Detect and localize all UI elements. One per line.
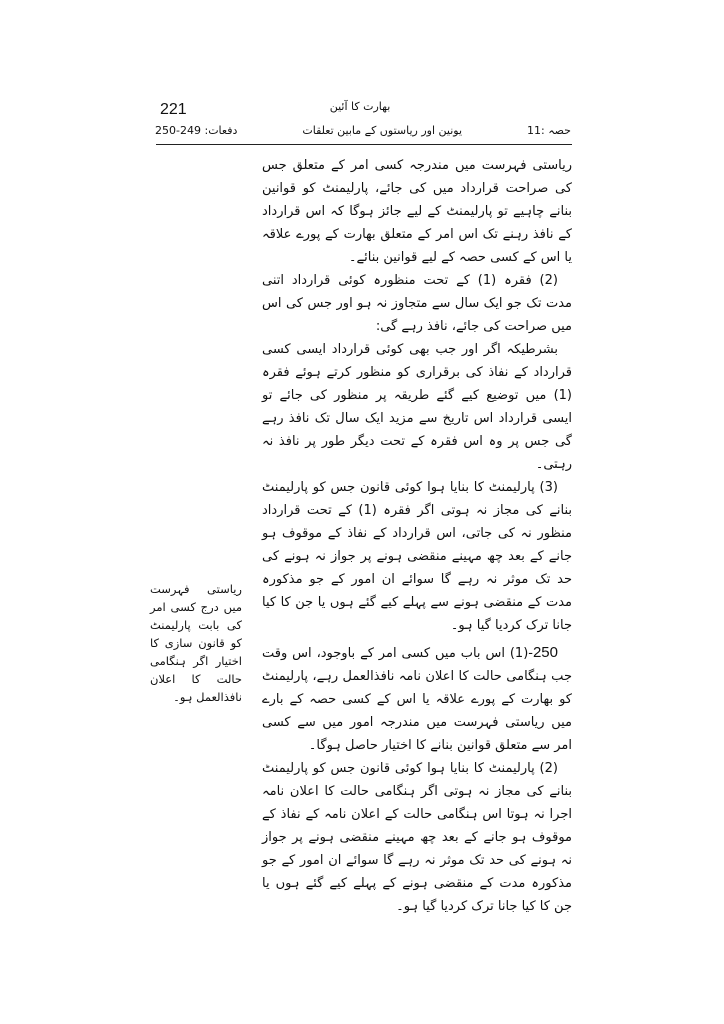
part-label: حصہ :11 xyxy=(527,124,571,137)
proviso-paragraph: بشرطیکہ اگر اور جب بھی کوئی قرارداد ایسی کسی قرارداد کے نفاذ کی برقراری کو منظور کرتے ہوئے فقرہ (1) میں توضیع کیے گئے طریقہ پر منظور کی جائے تو ایسی قرارداد اس تاریخ سے مزید ایک سال تک نافذ رہے گی جس پر وہ اس فقرہ کے تحت دیگر طور پر نافذ نہ رہتی۔ xyxy=(262,342,572,472)
clause-249-2: (2) فقرہ (1) کے تحت منظورہ کوئی قرارداد اتنی مدت تک جو ایک سال سے متجاوز نہ ہو اور جس کی اس میں صراحت کی جائے، نافذ رہے گی: xyxy=(262,273,572,334)
paragraph-continuation: ریاستی فہرست میں مندرجہ کسی امر کے متعلق جس کی صراحت قرارداد میں کی جائے، پارلیمنٹ کو قوانین بنانے چاہیے تو پارلیمنٹ کے لیے جائز ہوگا کہ اس قرارداد کے نافذ رہنے تک اس امر کے متعلق بھارت کے پورے علاقہ یا اس کے کسی حصہ کے لیے قوانین بنائے۔ xyxy=(262,158,572,265)
part-title: یونین اور ریاستوں کے مابین تعلقات xyxy=(302,124,463,137)
clause-249-3: (3) پارلیمنٹ کا بنایا ہوا کوئی قانون جس کو پارلیمنٹ بنانے کی مجاز نہ ہوتی اگر فقرہ (1) کے تحت قرارداد منظور نہ کی جاتی، اس قرارداد کے نفاذ کے موقوف ہو جانے کے بعد چھ مہینے منقضی ہونے پر جواز نہ ہونے کی حد تک موثر نہ رہے گا سوائے ان امور کے جو مذکورہ مدت کے منقضی ہونے سے پہلے کیے گئے ہوں یا جن کا کیا جانا ترک کردیا گیا ہو۔ xyxy=(262,480,572,633)
article-number: 250 xyxy=(532,644,558,661)
marginal-note: ریاستی فہرست میں درج کسی امر کی بابت پارلیمنٹ کو قانون سازی کا اختیار اگر ہنگامی حالت کا اعلان نافذالعمل ہو۔ xyxy=(150,582,242,704)
article-250-text: -(1) اس باب میں کسی امر کے باوجود، اس وقت جب ہنگامی حالت کا اعلان نامہ نافذالعمل رہے، پارلیمنٹ کو بھارت کے پورے علاقہ یا اس کے کسی حصہ کے بارے میں ریاستی فہرست میں مندرجہ امور میں سے کسی امر سے متعلق قوانین بنانے کا اختیار حاصل ہوگا۔ xyxy=(262,646,572,753)
book-title: بھارت کا آئین xyxy=(329,100,391,113)
header-divider xyxy=(156,144,572,145)
article-250-clause-1 xyxy=(262,641,572,757)
page-number: 221 xyxy=(160,101,187,118)
main-text-column xyxy=(262,154,572,918)
articles-range: دفعات: 249-250 xyxy=(155,124,238,137)
article-250-clause-2: (2) پارلیمنٹ کا بنایا ہوا کوئی قانون جس کو پارلیمنٹ بنانے کی مجاز نہ ہوتی اگر ہنگامی حالت کا اعلان نامہ اجرا نہ ہوتا اس ہنگامی حالت کے اعلان نامہ کے نفاذ کے موقوف ہو جانے کے بعد چھ مہینے منقضی ہونے پر جواز نہ ہونے کی حد تک موثر نہ رہے گا سوائے ان امور کے جو مذکورہ مدت کے منقضی ہونے کے پہلے کیے گئے ہوں یا جن کا کیا جانا ترک کردیا گیا ہو۔ xyxy=(262,761,572,914)
running-header xyxy=(155,124,571,137)
